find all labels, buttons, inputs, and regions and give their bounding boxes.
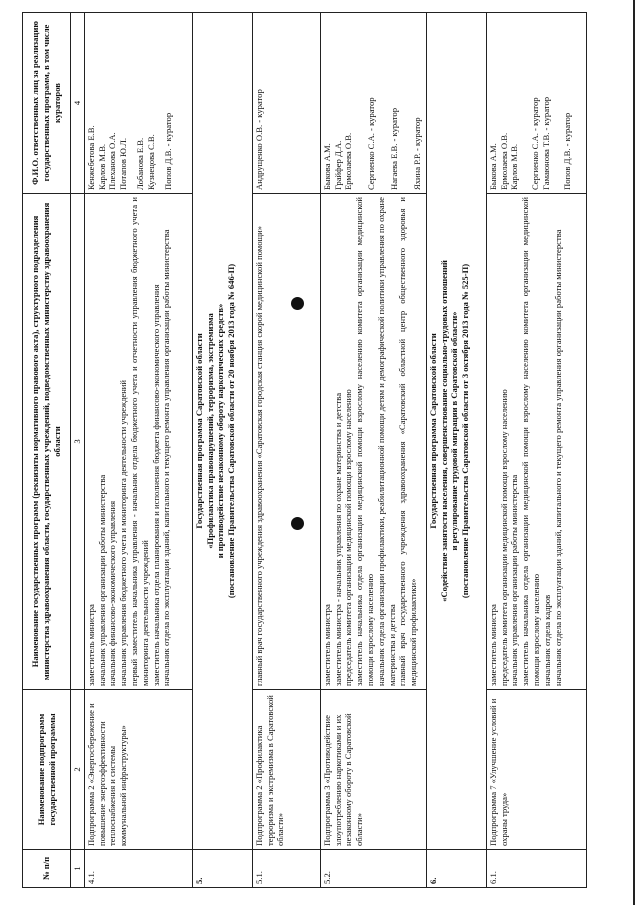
person-name: Грайфер Д.А. bbox=[332, 140, 343, 190]
position-list bbox=[486, 194, 586, 690]
position-line: заместитель начальника отдела организации медицинской помощи взрослому населению комитета организации медицинской помощи взрослому населению bbox=[520, 197, 541, 686]
person-name: Кенжебетова Е.В. bbox=[85, 125, 96, 190]
column-number: 4 bbox=[71, 13, 85, 194]
row-number: 6. bbox=[426, 850, 486, 888]
person-name: Быкова А.М. bbox=[487, 143, 498, 190]
row-number: 6.1. bbox=[486, 850, 586, 888]
rotated-table-container bbox=[22, 13, 632, 888]
position-list: главный врач государственного учреждения здравоохранения «Саратовская городская станция скорой медицинской помощи» bbox=[252, 194, 320, 690]
position-line: начальник управления организации работы министерства bbox=[96, 474, 107, 686]
position-line: начальник отдела организации профилактики, реабилитационной помощи детям и демографической политики управления по охране материнства и детства bbox=[375, 197, 397, 686]
person-name: Сергиенко С.А. - куратор bbox=[530, 97, 541, 190]
spacer bbox=[552, 16, 562, 190]
position-line: начальник управления бюджетного учета и мониторинга деятельности учреждений bbox=[118, 380, 129, 686]
position-line: заместитель министра - начальник управления по охране материнства и детства bbox=[332, 392, 343, 686]
table-row bbox=[84, 13, 192, 888]
position-line: председатель комитета организации медицинской помощи взрослому населению bbox=[498, 389, 509, 686]
scan-edge-line bbox=[633, 0, 635, 905]
column-number-row bbox=[71, 13, 85, 888]
person-name: Карлов М.В. bbox=[96, 143, 107, 190]
position-list bbox=[84, 194, 192, 690]
section-title-line: (постановление Правительства Саратовской области от 3 октября 2013 года № 525-П) bbox=[460, 263, 471, 599]
position-line: заместитель министра bbox=[85, 604, 96, 686]
position-line: председатель комитета организации медицинской помощи взрослому населению bbox=[343, 389, 354, 686]
spacer bbox=[354, 16, 366, 190]
section-title-line: Государственная программа Саратовской области bbox=[427, 333, 438, 529]
header-number: № п/п bbox=[23, 850, 71, 888]
section-title-line: «Содействие занятости населения, совершенствование социально-трудовых отношений bbox=[438, 260, 449, 602]
position-line: главный врач государственного учреждения здравоохранения «Саратовский областной центр общественного здоровья и медицинской профилактики» bbox=[397, 197, 419, 686]
person-name: Карлов М.В. bbox=[509, 143, 520, 190]
person-name: Нагаева Е.В. - куратор bbox=[388, 108, 399, 190]
person-name: Сергиенко С.А. - куратор bbox=[366, 97, 377, 190]
spacer bbox=[400, 16, 412, 190]
person-name: Кузнецова С.В. bbox=[145, 134, 156, 190]
responsible-list bbox=[252, 13, 320, 194]
subprogram-name: Подпрограмма 3 «Противодействие злоупотреблению наркотиками и их незаконному обороту в Саратовской области» bbox=[320, 690, 426, 850]
column-number: 2 bbox=[71, 690, 85, 850]
section-title-line: «Профилактика правонарушений, терроризма, экстремизма bbox=[204, 313, 215, 549]
row-number: 5.1. bbox=[252, 850, 320, 888]
position-line: начальник отдела кадров bbox=[541, 594, 552, 686]
person-name: Андрущенко О.В. - куратор bbox=[253, 89, 264, 190]
subprogram-name: Подпрограмма 7 «Улучшение условий и охраны труда» bbox=[486, 690, 586, 850]
position-line: начальник управления организации работы министерства bbox=[509, 474, 520, 686]
section-title-line: Государственная программа Саратовской области bbox=[193, 333, 204, 529]
table-row bbox=[320, 13, 426, 888]
person-name: Гамаюнова Т.В. - куратор bbox=[540, 96, 551, 190]
responsible-list bbox=[84, 13, 192, 194]
spacer bbox=[520, 16, 530, 190]
position-line: заместитель министра bbox=[321, 604, 332, 686]
row-number: 5. bbox=[192, 850, 252, 888]
person-name: Попов Д.В. - куратор bbox=[162, 112, 173, 190]
section-title-line: и регулирование трудовой миграции в Саратовской области» bbox=[449, 311, 460, 551]
subprogram-name: Подпрограмма 2 «Профилактика терроризма и экстремизма в Саратовской области» bbox=[252, 690, 320, 850]
position-line: заместитель министра bbox=[487, 604, 498, 686]
table-row bbox=[486, 13, 586, 888]
person-name: Яхина Р.Р. - куратор bbox=[411, 117, 422, 190]
row-number: 5.2. bbox=[320, 850, 426, 888]
position-line: начальник финансово-экономического управления bbox=[107, 500, 118, 686]
section-row bbox=[426, 13, 486, 888]
position-line: заместитель начальника отдела планирования и исполнения бюджета финансово-экономического управления bbox=[150, 284, 161, 686]
person-name: Ермолаева О.В. bbox=[498, 132, 509, 190]
person-name: Попов Д.В. - куратор bbox=[561, 112, 572, 190]
person-name: Плеханова О.А. bbox=[107, 132, 118, 190]
section-title-line: (постановление Правительства Саратовской области от 20 ноября 2013 года № 646-П) bbox=[226, 263, 237, 599]
row-number: 4.1. bbox=[84, 850, 192, 888]
person-name: Ермолаева О.В. bbox=[343, 132, 354, 190]
section-title bbox=[426, 13, 486, 850]
section-title-line: и противодействие незаконному обороту наркотических средств» bbox=[215, 303, 226, 559]
section-row bbox=[192, 13, 252, 888]
position-line: заместитель начальника отдела организации медицинской помощи взрослому населению комитета организации медицинской помощи взрослому населению bbox=[354, 197, 375, 686]
position-line: первый заместитель начальника управления - начальник отдела бюджетного учета и отчетности управления бюджетного учета и мониторинга деятельности учреждений bbox=[128, 197, 150, 686]
position-line: начальник отдела по эксплуатации зданий, капитального и текущего ремонта управления организации работы министерства bbox=[161, 229, 172, 686]
spacer bbox=[377, 16, 389, 190]
header-program: Наименование государственных программ (реквизиты нормативного правового акта), структурного подразделения министерства здравоохранения области, государственных учреждений, подведомственных министерству здравоохранения области bbox=[23, 194, 71, 690]
column-number: 1 bbox=[71, 850, 85, 888]
section-title bbox=[192, 13, 252, 850]
header-responsible: Ф.И.О. ответственных лиц за реализацию государственных программ, в том числе кураторов bbox=[23, 13, 71, 194]
position-list bbox=[320, 194, 426, 690]
subprogram-name: Подпрограмма 2 «Энергосбережение и повышение энергоэффективности теплоснабжения и системы коммунальной инфраструктуры» bbox=[84, 690, 192, 850]
table-header-row bbox=[23, 13, 71, 888]
responsibility-table bbox=[22, 12, 587, 888]
person-name: Быкова А.М. bbox=[321, 143, 332, 190]
person-name: Потапов Ю.Л. bbox=[118, 137, 129, 190]
column-number: 3 bbox=[71, 194, 85, 690]
person-name: Лобанова Е.В. bbox=[134, 137, 145, 190]
responsible-list bbox=[486, 13, 586, 194]
table-row bbox=[252, 13, 320, 888]
position-line: начальник отдела по эксплуатации зданий, капитального и текущего ремонта управления организации работы министерства bbox=[552, 229, 563, 686]
header-subprogram: Наименование подпрограмм государственной программы bbox=[23, 690, 71, 850]
responsible-list bbox=[320, 13, 426, 194]
